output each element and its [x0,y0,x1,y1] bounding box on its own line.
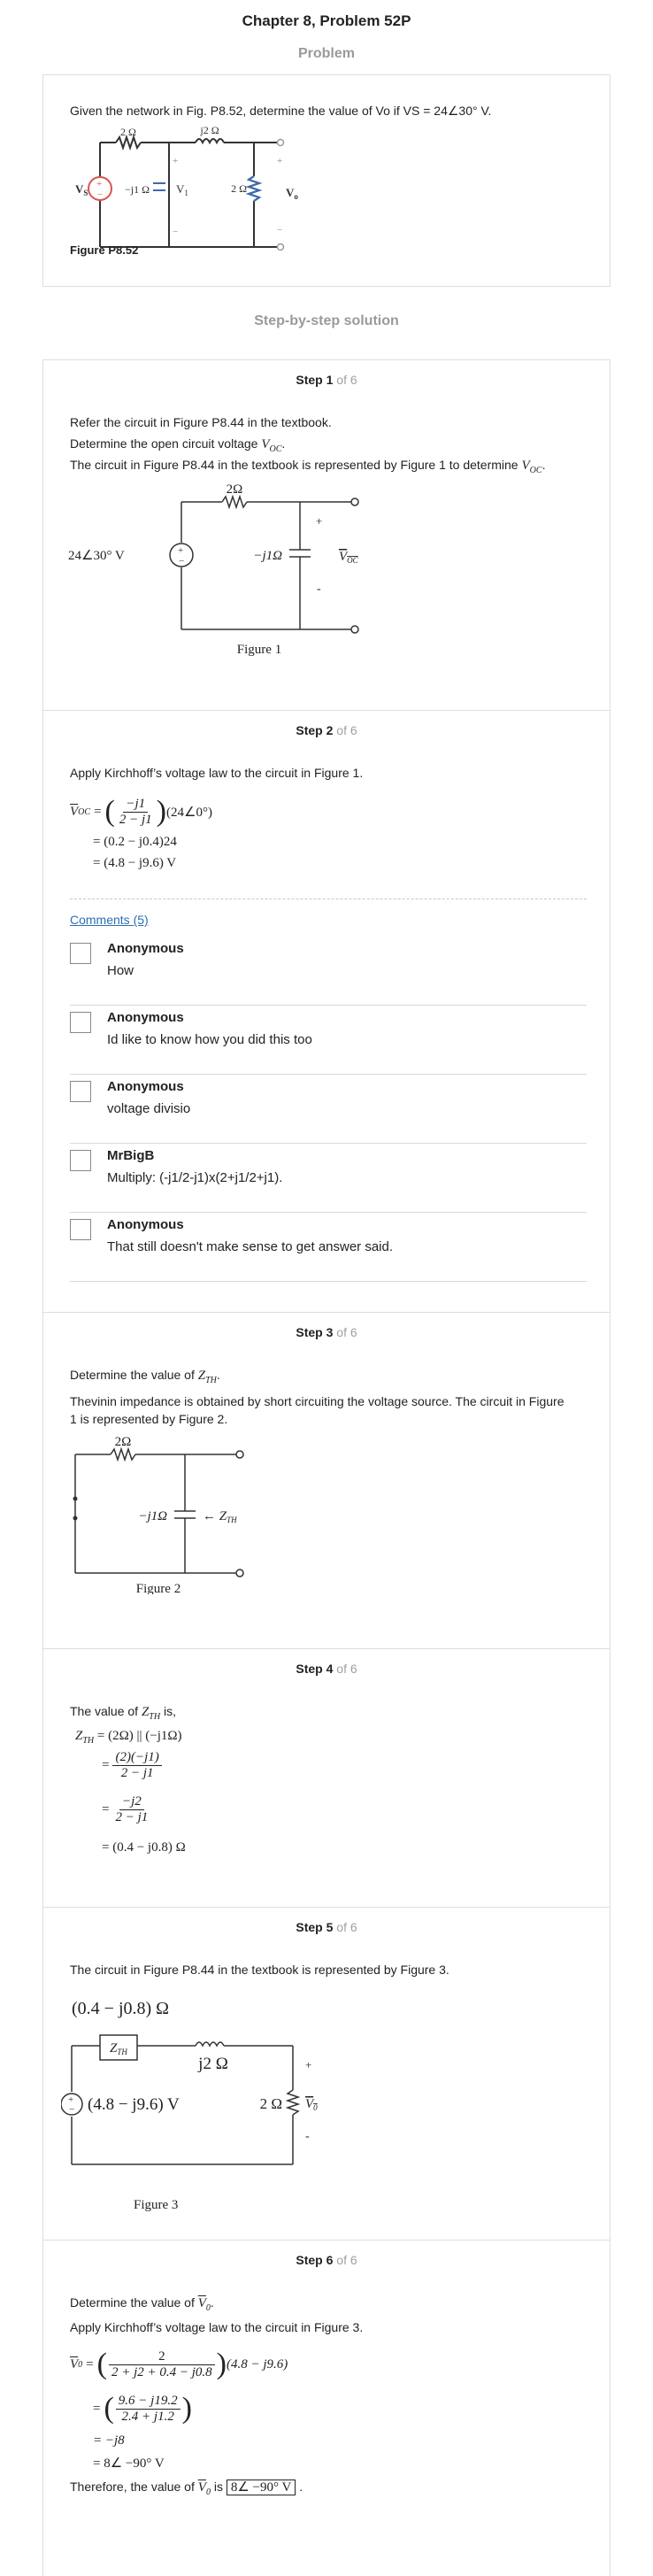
p852-vo-plus: + [277,156,283,166]
p852-r2: 2 Ω [231,182,247,195]
svg-text:V1 [176,182,188,197]
step-of: of 6 [336,2253,357,2267]
step-word: Step [296,2253,323,2267]
comment-item [70,1145,587,1213]
step-number: 6 [326,2253,334,2267]
step6-frac2-den: 2.4 + j1.2 [121,2409,174,2424]
step-of: of 6 [336,1662,357,1676]
step6-v0-sub: 0 [205,2302,211,2313]
step6-conclusion-a: Therefore, the value of [70,2480,195,2494]
comment-text: Id like to know how you did this too [107,1032,312,1047]
step3-zth-sub: TH [205,1375,217,1385]
p852-vo-minus: − [277,225,283,235]
comment-author: Anonymous [107,1217,184,1232]
comment-author: Anonymous [107,1079,184,1094]
fig1-voc-sub: OC [347,556,358,565]
step-of: of 6 [336,1325,357,1339]
step-5 [42,1907,611,2240]
p852-v1-minus: − [173,227,179,237]
problem-header: Problem [297,46,355,61]
step4-zth: Z [141,1705,150,1719]
comment-text: voltage divisio [107,1101,191,1116]
comments-link[interactable]: Comments (5) [70,913,149,927]
svg-text:VOC [339,550,359,565]
step2-frac1-den: 2 − j1 [119,812,152,827]
step1-voc-sub: OC [269,443,282,454]
circuit-figure-3 [61,1987,362,2226]
step1-voc-2: V [521,459,530,473]
svg-text:VS [75,182,88,197]
fig3-source-label: (4.8 − j9.6) V [88,2095,180,2114]
svg-text:+: + [96,179,103,189]
fig3-vo-sub: 0 [313,2103,318,2112]
step1-line-2: Determine the open circuit voltage [70,436,258,451]
comment-text: How [107,963,134,978]
fig2-caption: Figure 2 [135,1582,181,1594]
fig1-plus: + [316,514,323,528]
step-word: Step [296,1662,323,1676]
fig1-resistor-label: 2Ω [226,482,243,497]
step4-eq-line-2: = $\frac{(2)(-j1)}{2 - j1}$ [102,1750,162,1781]
fig1-caption: Figure 1 [236,643,282,657]
comment-checkbox[interactable] [70,1012,91,1033]
circuit-figure-2 [70,1435,282,1594]
step6-lhs: $\overline{V}$ [70,2356,79,2372]
comment-item [70,1214,587,1282]
step4-eq-line-3: = $\frac{-j2}{2 - j1}$ [102,1794,150,1825]
step-word: Step [296,1325,323,1339]
step1-line-1: Refer the circuit in Figure P8.44 in the textbook. [70,415,332,429]
fig1-voc: V [339,550,348,564]
step-word: Step [296,373,323,387]
p852-v1-plus: + [173,156,179,166]
step6-eq-line-3: = −j8 [93,2433,125,2448]
comment-checkbox[interactable] [70,1150,91,1171]
fig1-source-label: 24∠30° V [68,549,125,563]
step2-lhs-sub: OC [78,806,91,817]
fig2-resistor-label: 2Ω [114,1435,132,1449]
problem-text: Given the network in Fig. P8.52, determine the value of Vo if VS = 24∠30° V. [70,104,492,118]
step4-eq-line-4: = (0.4 − j0.8) Ω [102,1840,186,1855]
fig2-arrow-label: ← Z [203,1509,227,1523]
svg-text:ZTH [110,2041,127,2056]
step-1: Step 1 of 6 Refer the circuit in Figure P8.44 in the textbook. Determine the open circuit voltage $V_{OC}$. The circuit in Figure P8.44 in the textbook is represented by Figure 1 to determine $V_{OC}$. + − 2Ω 24∠30° V −j1Ω + - $V_{OC}$ Figure 1 [42,359,611,710]
step2-eq-line-2: = (0.2 − j0.4)24 [93,835,177,849]
step2-lhs: $\overline{V}$ [70,804,79,819]
fig3-inductor-label: j2 Ω [198,2055,228,2073]
step3-line-3: 1 is represented by Figure 2. [70,1412,228,1426]
step-of: of 6 [336,373,357,387]
step6-frac1-num: 2 [109,2349,215,2365]
page-title: Chapter 8, Problem 52P [242,12,411,29]
step-6: Step 6 of 6 Determine the value of $\overline{V}_0$. Apply Kirchhoff’s voltage law to the circuit in Figure 3. $\overline{V}$ 0 = ( $\frac{2}{2 + j2 + 0.4 - j0.8}$ ) (4.8 − j9.6) = ( $\frac{9.6 - j19.2}{2.4 + j1.2}$ ) = −j8 = 8∠ −90° V Therefore, the value of $\overline{V}_0$ is 8∠ −90° V . [42,2240,611,2576]
step2-eq-line-1: $\overline{V}$ OC = ( $\frac{-j1}{2 - j1}$ ) (24∠0°) [70,795,212,828]
solution-header: Step-by-step solution [254,313,399,328]
step4-eq-line-1: = (2Ω) || (−j1Ω) [96,1729,182,1743]
comment-text: That still doesn't make sense to get answer said. [107,1239,394,1254]
step4-frac2-num: −j2 [119,1794,144,1810]
step6-v0: $\overline{V}$ [197,2296,206,2310]
step-4 [42,1648,611,1907]
comment-author: MrBigB [107,1148,155,1163]
step6-eq-line-4: = 8∠ −90° V [93,2456,165,2471]
step2-line-1: Apply Kirchhoff’s voltage law to the circuit in Figure 1. [70,766,364,780]
step-word: Step [296,723,323,737]
step3-zth: Z [197,1369,206,1383]
p852-vo-sub: o [294,192,298,201]
step6-eq-line-2: = ( $\frac{9.6 - j19.2}{2.4 + j1.2}$ ) [93,2392,192,2425]
step6-frac2-num: 9.6 − j19.2 [116,2394,181,2410]
fig3-zbox: Z [110,2041,118,2055]
step4-intro-b: is, [163,1704,176,1718]
comment-author: Anonymous [107,1010,184,1025]
svg-text:+: + [68,2094,74,2105]
fig3-caption: Figure 3 [134,2198,179,2212]
step2-eq-line-3: = (4.8 − j9.6) V [93,856,177,870]
problem-box [42,74,611,287]
svg-text:−: − [97,189,104,200]
step-word: Step [296,1920,323,1934]
step4-lhs: Z [75,1729,83,1743]
comment-text: Multiply: (-j1/2-j1)x(2+j1/2+j1). [107,1170,283,1185]
fig2-cap-label: −j1Ω [138,1509,167,1523]
step-2 [42,710,611,1312]
fig2-arrow-sub: TH [227,1516,237,1524]
step6-frac1-den: 2 + j2 + 0.4 − j0.8 [111,2364,212,2379]
p852-vo: V [286,186,295,199]
comment-checkbox[interactable] [70,1081,91,1102]
step6-answer: 8∠ −90° V [227,2480,296,2495]
comment-checkbox[interactable] [70,943,91,964]
fig3-plus: + [305,2058,312,2071]
p852-r1: 2 Ω [120,126,136,138]
fig1-cap-label: −j1Ω [253,549,282,563]
comment-author: Anonymous [107,941,184,956]
step-of: of 6 [336,723,357,737]
p852-vs: V [75,182,84,196]
fig3-z-value: (0.4 − j0.8) Ω [72,1999,170,2018]
step6-line-1: Determine the value of [70,2295,195,2310]
comment-checkbox[interactable] [70,1219,91,1240]
svg-text:−: − [69,2104,75,2115]
step-number: 1 [326,373,334,387]
p852-v1-sub: 1 [184,189,188,197]
fig3-zbox-sub: TH [117,2048,127,2056]
comment-item [70,937,587,1006]
step-number: 3 [326,1325,334,1339]
step6-v0-2: $\overline{V}$ [197,2480,206,2495]
svg-text:−: − [179,556,185,567]
fig1-minus: - [317,582,321,596]
step4-intro-a: The value of [70,1704,139,1718]
step-number: 2 [326,723,334,737]
comment-item [70,1006,587,1075]
step1-voc-sub-2: OC [529,465,542,475]
step-number: 4 [326,1662,334,1676]
svg-text:Vo [286,186,298,201]
fig3-resistor-label: 2 Ω [259,2095,282,2112]
step6-conclusion-b: is [213,2480,223,2494]
step6-line-2: Apply Kirchhoff’s voltage law to the circuit in Figure 3. [70,2320,364,2334]
svg-text:← ZTH [203,1509,237,1524]
problem-figure-caption: Figure P8.52 [70,243,139,257]
p852-vs-sub: S [83,189,88,197]
svg-text:+: + [178,545,184,556]
comment-item [70,1076,587,1144]
p852-v1: V [176,182,185,196]
p852-c1: −j1 Ω [124,183,150,196]
step5-line-1: The circuit in Figure P8.44 in the textbook is represented by Figure 3. [70,1963,449,1977]
step2-frac1-num: −j1 [123,797,148,813]
step3-line-2: Thevinin impedance is obtained by short circuiting the voltage source. The circuit in Figure [70,1394,565,1408]
svg-text:V0 [305,2097,318,2112]
step4-frac1-den: 2 − j1 [120,1766,154,1780]
fig3-minus: - [305,2130,310,2143]
step4-lhs-sub: TH [82,1736,95,1746]
circuit-figure-1 [61,482,380,659]
step1-line-3: The circuit in Figure P8.44 in the textbook is represented by Figure 1 to determine [70,458,519,472]
fig3-vo: V [305,2097,314,2111]
step4-zth-sub: TH [149,1711,161,1722]
step3-line-1: Determine the value of [70,1368,195,1382]
step-3: Step 3 of 6 Determine the value of $Z_{TH}$. Thevinin impedance is obtained by short circuiting the voltage source. The circuit in Figure 1 is represented by Figure 2. 2Ω −j1Ω ← $Z_{TH}$ Figure 2 [42,1312,611,1648]
step6-v0-sub-2: 0 [205,2487,211,2497]
step-number: 5 [326,1920,334,1934]
p852-l1: j2 Ω [200,125,219,136]
step2-frac1-tail: (24∠0°) [166,805,212,820]
step-of: of 6 [336,1920,357,1934]
step6-eq-line-1: $\overline{V}$ 0 = ( $\frac{2}{2 + j2 + 0.4 - j0.8}$ ) (4.8 − j9.6) [70,2348,288,2380]
step6-frac1-tail: (4.8 − j9.6) [227,2356,288,2372]
step4-frac1-num: (2)(−j1) [112,1750,161,1766]
step4-frac2-den: 2 − j1 [115,1810,149,1824]
step1-voc: V [261,437,270,451]
step6-lhs-sub: 0 [78,2359,83,2370]
